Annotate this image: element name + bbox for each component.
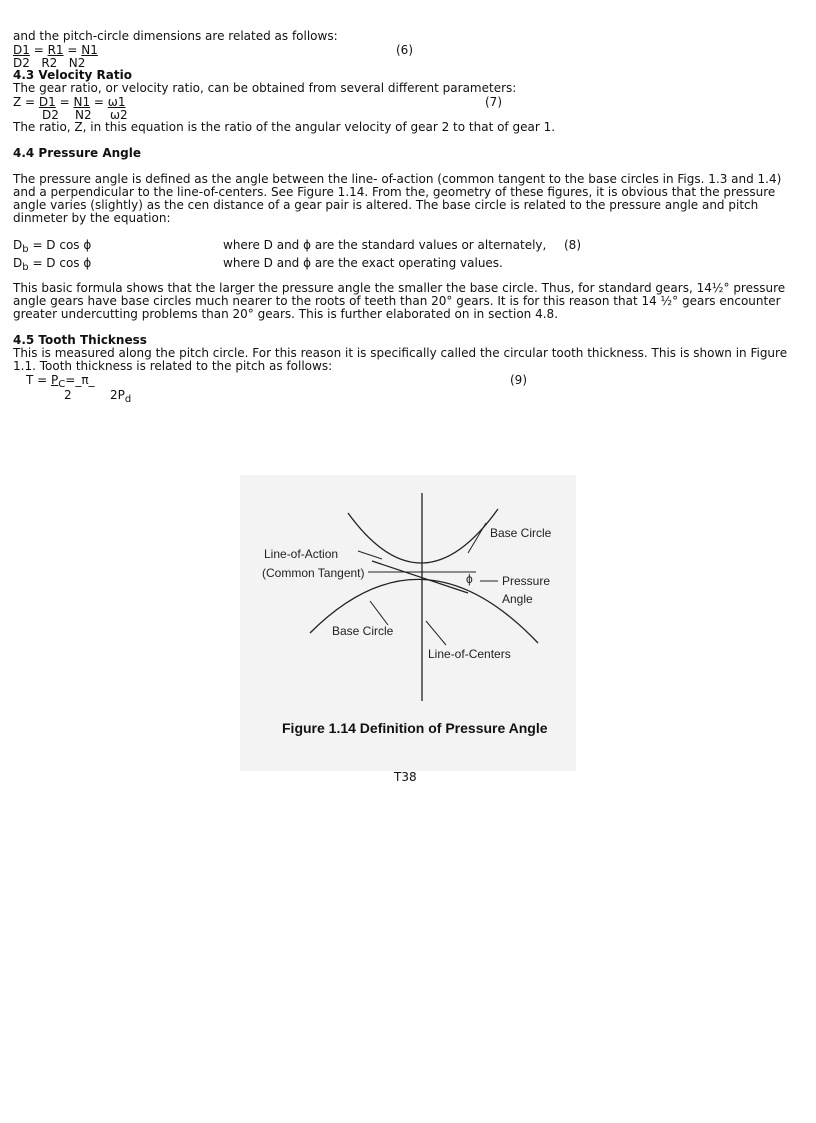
leader-base-circle-top <box>468 523 486 553</box>
label-line-of-action: Line-of-Action <box>264 547 339 561</box>
label-base-circle-bottom: Base Circle <box>332 624 394 638</box>
sec43-after: The ratio, Z, in this equation is the ratio of the angular velocity of gear 2 to that of gear 1. <box>13 120 556 134</box>
label-phi: ϕ <box>466 572 473 586</box>
label-pressure: Pressure <box>502 574 551 588</box>
label-common-tangent: (Common Tangent) <box>262 566 365 580</box>
heading-4-5: 4.5 Tooth Thickness <box>13 333 147 347</box>
leader-line-of-centers <box>426 621 446 645</box>
document-page <box>13 29 793 405</box>
figure-caption: Figure 1.14 Definition of Pressure Angle <box>282 720 548 736</box>
leader-line-of-action <box>358 551 382 559</box>
sec44-para2: This basic formula shows that the larger the pressure angle the smaller the base circle. Thus, for standard gears, 14½° pressure angle gears have base circles much nearer to the roots of teeth than 20° gears. It is for this reason that 14 ½° gears encounter greater undercutting problems than 20° gears. This is further elaborated on in section 4.8. <box>13 281 786 321</box>
sec43-text: The gear ratio, or velocity ratio, can be obtained from several different parameters: <box>13 81 517 95</box>
figure-pressure-angle <box>240 475 576 771</box>
intro-text: and the pitch-circle dimensions are related as follows: <box>13 29 338 43</box>
page-number: T38 <box>394 770 417 784</box>
sec44-para1: The pressure angle is defined as the angle between the line- of-action (common tangent to the base circles in Figs. 1.3 and 1.4) and a perpendicular to the line-of-centers. See Figure 1.14. From the, geometry of these figures, it is obvious that the pressure angle varies (slightly) as the cen distance of a gear pair is altered. The base circle is related to the pressure angle and pitch dinmeter by the equation: <box>13 172 782 225</box>
eq9-numerator: $T = P_C=\_\pi\_$ (9) <box>26 373 527 390</box>
eq9-denominator: 2 $2P_d$ <box>64 388 132 405</box>
eq6-number: (6) <box>396 43 413 57</box>
eq6-numerator: D1 = R1 = N1 (6) <box>13 43 413 57</box>
line-of-action <box>372 561 468 593</box>
leader-base-circle-bottom <box>370 601 388 625</box>
eq8-number: (8) <box>564 238 581 252</box>
eq7-number: (7) <box>485 95 502 109</box>
eq8-line1: $D_b = D$ cos ϕ where D and ϕ are the standard values or alternately, (8) <box>13 238 581 255</box>
sec45-para: This is measured along the pitch circle. For this reason it is specifically called the circular tooth thickness. This is shown in Figure 1.1. Tooth thickness is related to the pitch as follows: <box>13 346 788 373</box>
pressure-angle-diagram <box>240 475 576 771</box>
label-line-of-centers: Line-of-Centers <box>428 647 511 661</box>
eq9-number: (9) <box>510 373 527 387</box>
eq6-denominator: D2 R2 N2 <box>13 56 86 70</box>
heading-4-3: 4.3 Velocity Ratio <box>13 68 132 82</box>
eq7-denominator: D2 N2 ω2 <box>42 108 128 122</box>
label-angle: Angle <box>502 592 533 606</box>
eq8-line2: $D_b = D$ cos ϕ where D and ϕ are the exact operating values. <box>13 256 503 273</box>
label-base-circle-top: Base Circle <box>490 526 552 540</box>
heading-4-4: 4.4 Pressure Angle <box>13 146 142 160</box>
eq7-numerator: Z = D1 = N1 = ω1 (7) <box>13 95 502 109</box>
